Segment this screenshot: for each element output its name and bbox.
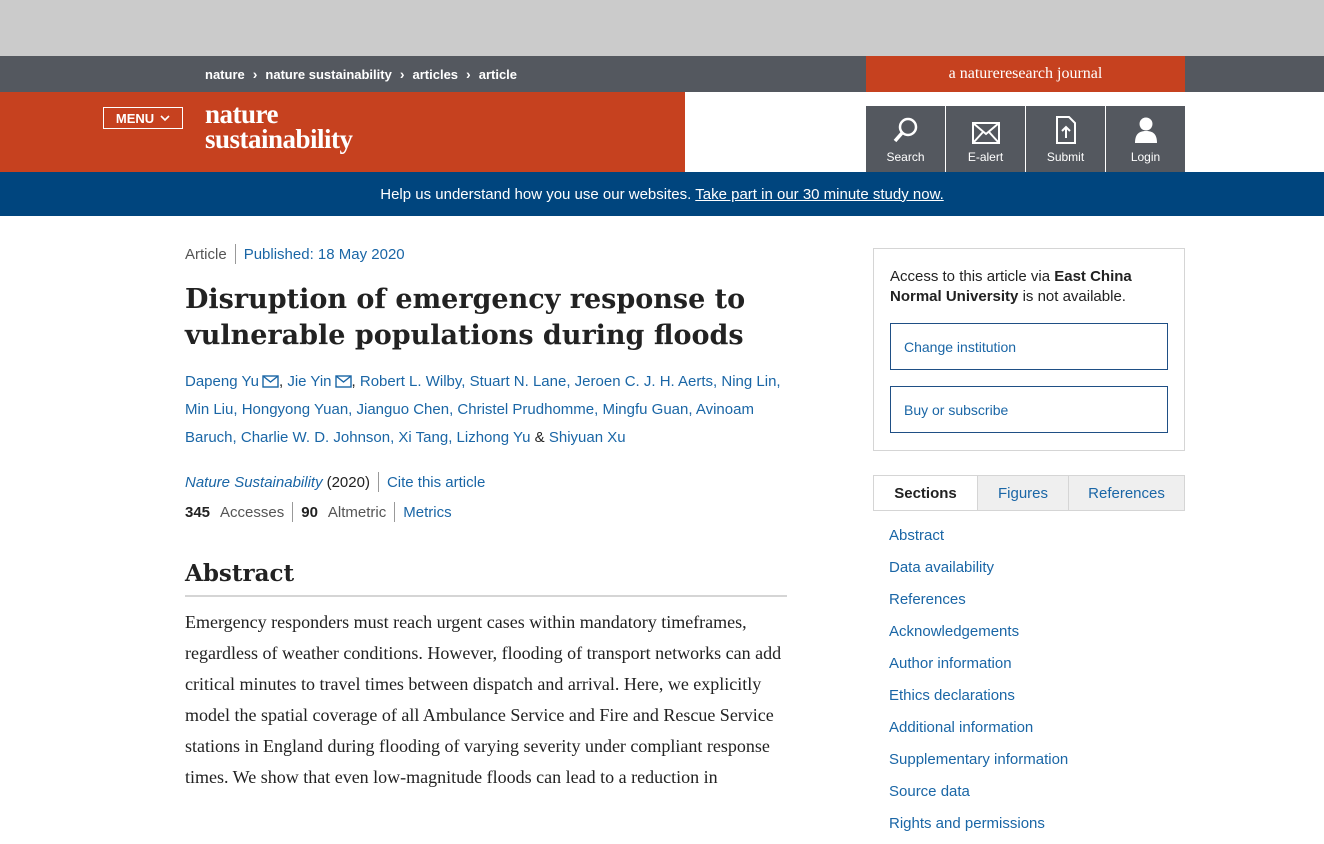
section-link-abstract[interactable]: Abstract	[889, 527, 945, 544]
search-button[interactable]	[866, 106, 945, 172]
divider	[235, 244, 236, 264]
tab-references[interactable]: References	[1068, 476, 1184, 510]
article-title: Disruption of emergency response to vulnerable populations during floods	[185, 284, 746, 351]
tab-sections[interactable]: Sections	[874, 476, 977, 510]
user-icon	[1134, 116, 1158, 144]
tab-figures[interactable]: Figures	[977, 476, 1068, 510]
section-link-data-availability[interactable]: Data availability	[889, 559, 995, 576]
breadcrumb-nature[interactable]: nature	[205, 66, 245, 82]
breadcrumb-article: article	[478, 66, 518, 82]
access-box	[873, 248, 1185, 451]
divider	[292, 502, 293, 522]
login-label: Login	[1130, 150, 1161, 164]
journal-name[interactable]: Nature Sustainability	[185, 473, 323, 491]
envelope-icon[interactable]	[335, 375, 352, 388]
survey-link[interactable]: Take part in our 30 minute study now.	[695, 185, 944, 203]
author-link[interactable]: Dapeng Yu	[185, 373, 259, 390]
article-metrics	[185, 502, 787, 522]
cite-link[interactable]: Cite this article	[386, 473, 486, 491]
section-link-ethics-declarations[interactable]: Ethics declarations	[889, 687, 1015, 704]
section-link-acknowledgements[interactable]: Acknowledgements	[889, 623, 1020, 640]
section-link-source-data[interactable]: Source data	[889, 783, 970, 800]
submit-button[interactable]	[1026, 106, 1105, 172]
article-meta	[185, 244, 787, 264]
abstract-heading: Abstract	[185, 560, 787, 597]
menu-button[interactable]	[103, 107, 183, 129]
logo-line2: sustainability	[205, 124, 353, 154]
author-link[interactable]: Jie Yin	[287, 373, 332, 390]
submit-label: Submit	[1046, 150, 1085, 164]
journal-logo[interactable]	[205, 99, 353, 154]
published-date: Published: 18 May 2020	[243, 245, 405, 263]
upload-icon	[1055, 116, 1077, 144]
e-alert-label: E-alert	[967, 150, 1004, 164]
browser-top-area	[0, 0, 1324, 56]
section-link-references[interactable]: References	[889, 591, 966, 608]
accesses-count: 345	[185, 503, 211, 521]
metrics-link[interactable]: Metrics	[403, 503, 452, 521]
menu-label: MENU	[115, 110, 155, 126]
altmetric-count: 90	[301, 503, 318, 521]
section-nav	[889, 524, 1068, 844]
access-text-post: is not available.	[1022, 288, 1126, 305]
search-icon	[892, 116, 920, 144]
article-main	[185, 244, 787, 793]
buy-subscribe-button[interactable]: Buy or subscribe	[890, 386, 1168, 433]
chevron-right-icon: ›	[466, 66, 471, 82]
envelope-icon	[972, 122, 1000, 144]
author-link[interactable]: Shiyuan Xu	[548, 429, 626, 446]
search-label: Search	[886, 150, 925, 164]
breadcrumb	[205, 56, 517, 92]
journal-tag[interactable]: a natureresearch journal	[866, 56, 1185, 92]
divider	[394, 502, 395, 522]
author-ampersand: &	[534, 429, 545, 446]
e-alert-button[interactable]	[946, 106, 1025, 172]
survey-text: Help us understand how you use our websites.	[380, 185, 692, 203]
section-link-author-information[interactable]: Author information	[889, 655, 1012, 672]
author-list: Dapeng Yu , Jie Yin , Robert L. Wilby, Stuart N. Lane, Jeroen C. J. H. Aerts, Ning Lin, Min Liu, Hongyong Yuan, Jianguo Chen, Christel Prudhomme, Mingfu Guan, Avinoam Baruch, Charlie W. D. Johnson, Xi Tang, Lizhong Yu & Shiyuan Xu	[185, 373, 781, 446]
abstract-text: Emergency responders must reach urgent cases within mandatory timeframes, regardless of weather conditions. However, flooding of transport networks can add critical minutes to travel times between dispatch and arrival. Here, we explicitly model the spatial coverage of all Ambulance Service and Fire and Rescue Service stations in England during flooding of varying severity under compliant response times. We show that even low-magnitude floods can lead to a reduction in	[185, 612, 782, 787]
logo-line1: nature	[205, 99, 279, 129]
journal-year: (2020)	[326, 473, 370, 491]
breadcrumb-articles[interactable]: articles	[412, 66, 459, 82]
article-type: Article	[185, 245, 227, 263]
section-link-rights-permissions[interactable]: Rights and permissions	[889, 815, 1045, 832]
chevron-right-icon: ›	[252, 66, 258, 82]
change-institution-button[interactable]: Change institution	[890, 323, 1168, 370]
sidebar-tabs	[873, 475, 1185, 511]
login-button[interactable]	[1106, 106, 1185, 172]
institution-name: East China Normal University	[890, 268, 1132, 305]
access-text-pre: Access to this article via	[890, 268, 1051, 285]
chevron-down-icon	[160, 115, 170, 122]
accesses-label: Accesses	[220, 503, 285, 521]
access-message	[890, 267, 1168, 307]
envelope-icon[interactable]	[262, 375, 279, 388]
altmetric-label: Altmetric	[327, 503, 387, 521]
section-link-additional-information[interactable]: Additional information	[889, 719, 1034, 736]
divider	[378, 472, 379, 492]
chevron-right-icon: ›	[399, 66, 405, 82]
breadcrumb-nature-sustainability[interactable]: nature sustainability	[265, 66, 392, 82]
author-links[interactable]: Robert L. Wilby, Stuart N. Lane, Jeroen C. J. H. Aerts, Ning Lin, Min Liu, Hongyong Yuan, Jianguo Chen, Christel Prudhomme, Mingfu Guan, Avinoam Baruch, Charlie W. D. Johnson, Xi Tang, Lizhong Yu	[185, 373, 781, 446]
journal-citation	[185, 472, 787, 492]
header-tools	[866, 106, 1186, 172]
section-link-supplementary-information[interactable]: Supplementary information	[889, 751, 1069, 768]
survey-banner	[0, 172, 1324, 216]
